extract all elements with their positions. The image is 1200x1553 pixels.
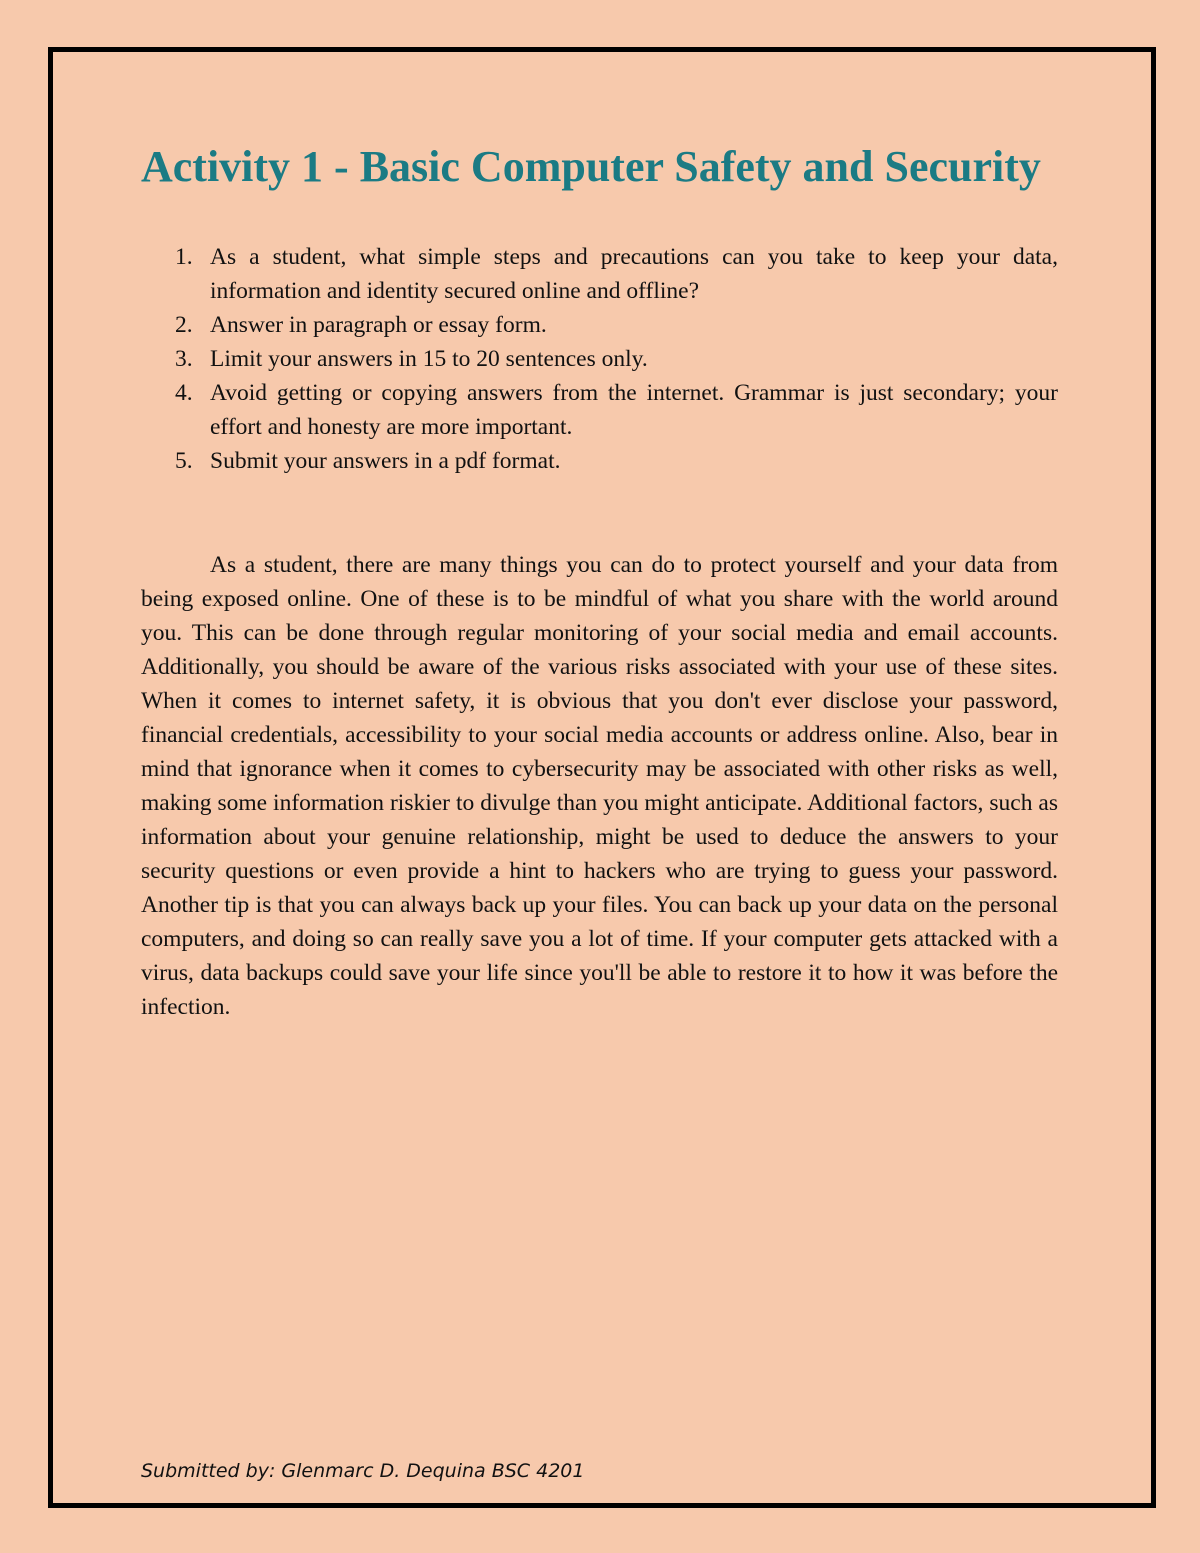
instruction-text: Answer in paragraph or essay form. <box>210 312 547 338</box>
essay-paragraph: As a student, there are many things you can do to protect yourself and your data from being exposed online. One of these is to be mindful of what you share with the world around you. This can be done through regular monitoring of your social media and email accounts. Additionally, you should be aware of the various risks associated with your use of these sites. When it comes to internet safety, it is obvious that you don't ever disclose your password, financial credentials, accessibility to your social media accounts or address online. Also, bear in mind that ignorance when it comes to cybersecurity may be associated with other risks as well, making some information riskier to divulge than you might anticipate. Additional factors, such as information about your genuine relationship, might be used to deduce the answers to your security questions or even provide a hint to hackers who are trying to guess your password. Another tip is that you can always back up your files. You can back up your data on the personal computers, and doing so can really save you a lot of time. If your computer gets attacked with a virus, data backups could save your life since you'll be able to restore it to how it was before the infection. <box>141 552 1058 1020</box>
instruction-number: 4. <box>175 380 193 406</box>
document-body <box>141 140 1058 1024</box>
submitted-by-footer: Submitted by: Glenmarc D. Dequina BSC 4201 <box>141 1460 585 1482</box>
instruction-item <box>141 308 1058 342</box>
instruction-item <box>141 444 1058 478</box>
instruction-item <box>141 240 1058 308</box>
instruction-number: 5. <box>175 448 193 474</box>
instruction-item <box>141 376 1058 444</box>
instruction-text: As a student, what simple steps and precautions can you take to keep your data, information and identity secured online and offline? <box>210 244 1058 304</box>
instructions-list <box>141 240 1058 478</box>
instruction-number: 2. <box>175 312 193 338</box>
instruction-text: Submit your answers in a pdf format. <box>210 448 561 474</box>
instruction-item <box>141 342 1058 376</box>
instruction-number: 3. <box>175 346 193 372</box>
page-title: Activity 1 - Basic Computer Safety and Security <box>141 142 1041 191</box>
instruction-text: Avoid getting or copying answers from the internet. Grammar is just secondary; your effort and honesty are more important. <box>210 380 1058 440</box>
instruction-text: Limit your answers in 15 to 20 sentences only. <box>210 346 648 372</box>
instruction-number: 1. <box>175 244 193 270</box>
